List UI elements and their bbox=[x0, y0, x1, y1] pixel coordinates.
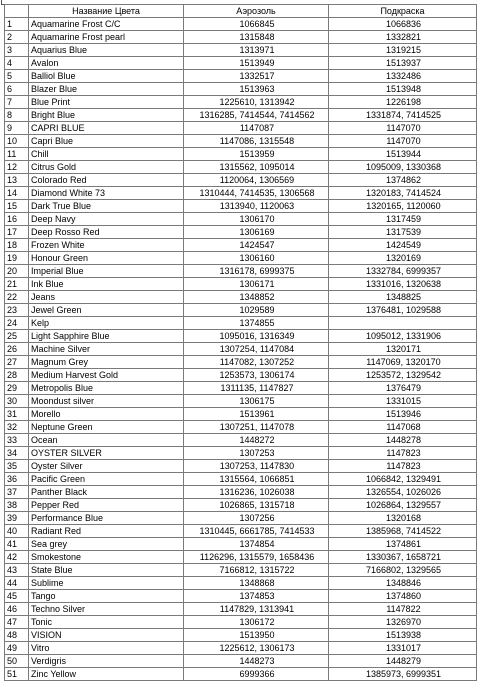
table-row bbox=[5, 408, 477, 421]
table-row bbox=[5, 538, 477, 551]
aerosol-code-cell: 1147087 bbox=[184, 122, 329, 135]
primer-code-cell: 1066836 bbox=[329, 18, 477, 31]
aerosol-code-cell: 1066845 bbox=[184, 18, 329, 31]
color-name-cell: Zinc Yellow bbox=[29, 668, 184, 681]
table-row bbox=[5, 304, 477, 317]
table-row bbox=[5, 278, 477, 291]
color-name-cell: Techno Silver bbox=[29, 603, 184, 616]
primer-code-cell: 1376481, 1029588 bbox=[329, 304, 477, 317]
table-row bbox=[5, 70, 477, 83]
table-header-row bbox=[5, 5, 477, 18]
row-number: 51 bbox=[5, 668, 29, 681]
row-number: 6 bbox=[5, 83, 29, 96]
primer-code-cell: 1385968, 7414522 bbox=[329, 525, 477, 538]
aerosol-code-cell: 1315848 bbox=[184, 31, 329, 44]
row-number: 19 bbox=[5, 252, 29, 265]
row-number: 46 bbox=[5, 603, 29, 616]
color-name-cell: Chill bbox=[29, 148, 184, 161]
table-row bbox=[5, 590, 477, 603]
color-name-cell: Neptune Green bbox=[29, 421, 184, 434]
aerosol-code-cell: 1316285, 7414544, 7414562 bbox=[184, 109, 329, 122]
aerosol-code-cell: 1306169 bbox=[184, 226, 329, 239]
row-number: 4 bbox=[5, 57, 29, 70]
primer-code-cell: 1385973, 6999351 bbox=[329, 668, 477, 681]
color-name-cell: Ink Blue bbox=[29, 278, 184, 291]
table-row bbox=[5, 83, 477, 96]
header-number bbox=[5, 5, 29, 18]
table-row bbox=[5, 512, 477, 525]
header-primer: Подкраска bbox=[329, 5, 477, 18]
table-row bbox=[5, 655, 477, 668]
row-number: 40 bbox=[5, 525, 29, 538]
color-name-cell: Aquarius Blue bbox=[29, 44, 184, 57]
primer-code-cell: 1319215 bbox=[329, 44, 477, 57]
color-name-cell: State Blue bbox=[29, 564, 184, 577]
row-number: 16 bbox=[5, 213, 29, 226]
primer-code-cell: 1513946 bbox=[329, 408, 477, 421]
color-name-cell: Oyster Silver bbox=[29, 460, 184, 473]
table-row bbox=[5, 525, 477, 538]
row-number: 29 bbox=[5, 382, 29, 395]
aerosol-code-cell: 1253573, 1306174 bbox=[184, 369, 329, 382]
primer-code-cell: 1448279 bbox=[329, 655, 477, 668]
primer-code-cell: 1448278 bbox=[329, 434, 477, 447]
table-row bbox=[5, 395, 477, 408]
row-number: 44 bbox=[5, 577, 29, 590]
table-row bbox=[5, 603, 477, 616]
aerosol-code-cell: 1348852 bbox=[184, 291, 329, 304]
primer-code-cell: 1374861 bbox=[329, 538, 477, 551]
color-name-cell: Pacific Green bbox=[29, 473, 184, 486]
aerosol-code-cell: 1313971 bbox=[184, 44, 329, 57]
row-number: 25 bbox=[5, 330, 29, 343]
color-name-cell: Sea grey bbox=[29, 538, 184, 551]
primer-code-cell: 1330367, 1658721 bbox=[329, 551, 477, 564]
table-row bbox=[5, 499, 477, 512]
table-row bbox=[5, 421, 477, 434]
table-row bbox=[5, 564, 477, 577]
table-row bbox=[5, 31, 477, 44]
primer-code-cell: 1320183, 7414524 bbox=[329, 187, 477, 200]
table-row bbox=[5, 473, 477, 486]
table-body bbox=[5, 18, 477, 681]
table-row bbox=[5, 122, 477, 135]
row-number: 5 bbox=[5, 70, 29, 83]
color-name-cell: Ocean bbox=[29, 434, 184, 447]
color-name-cell: Colorado Red bbox=[29, 174, 184, 187]
row-number: 41 bbox=[5, 538, 29, 551]
aerosol-code-cell: 1332517 bbox=[184, 70, 329, 83]
row-number: 43 bbox=[5, 564, 29, 577]
table-row bbox=[5, 460, 477, 473]
primer-code-cell: 1424549 bbox=[329, 239, 477, 252]
table-row bbox=[5, 382, 477, 395]
row-number: 20 bbox=[5, 265, 29, 278]
row-number: 30 bbox=[5, 395, 29, 408]
row-number: 8 bbox=[5, 109, 29, 122]
row-number: 9 bbox=[5, 122, 29, 135]
table-row bbox=[5, 161, 477, 174]
aerosol-code-cell: 1513950 bbox=[184, 629, 329, 642]
aerosol-code-cell: 1513959 bbox=[184, 148, 329, 161]
color-name-cell: Kelp bbox=[29, 317, 184, 330]
primer-code-cell: 1332784, 6999357 bbox=[329, 265, 477, 278]
primer-code-cell: 1374860 bbox=[329, 590, 477, 603]
table-row bbox=[5, 486, 477, 499]
primer-code-cell: 1513944 bbox=[329, 148, 477, 161]
aerosol-code-cell: 1225612, 1306173 bbox=[184, 642, 329, 655]
table-row bbox=[5, 629, 477, 642]
primer-code-cell: 1326554, 1026026 bbox=[329, 486, 477, 499]
color-name-cell: Diamond White 73 bbox=[29, 187, 184, 200]
primer-code-cell: 1374862 bbox=[329, 174, 477, 187]
primer-code-cell: 1320165, 1120060 bbox=[329, 200, 477, 213]
aerosol-code-cell: 1120064, 1306569 bbox=[184, 174, 329, 187]
primer-code-cell: 1095012, 1331906 bbox=[329, 330, 477, 343]
row-number: 47 bbox=[5, 616, 29, 629]
primer-code-cell: 1331017 bbox=[329, 642, 477, 655]
row-number: 18 bbox=[5, 239, 29, 252]
color-name-cell: Blazer Blue bbox=[29, 83, 184, 96]
table-row bbox=[5, 252, 477, 265]
table-row bbox=[5, 330, 477, 343]
row-number: 36 bbox=[5, 473, 29, 486]
color-name-cell: Aquamarine Frost C/C bbox=[29, 18, 184, 31]
row-number: 21 bbox=[5, 278, 29, 291]
color-name-cell: OYSTER SILVER bbox=[29, 447, 184, 460]
aerosol-code-cell: 1307251, 1147078 bbox=[184, 421, 329, 434]
color-name-cell: Imperial Blue bbox=[29, 265, 184, 278]
aerosol-code-cell: 1374854 bbox=[184, 538, 329, 551]
row-number: 15 bbox=[5, 200, 29, 213]
color-name-cell: Jeans bbox=[29, 291, 184, 304]
table-row bbox=[5, 44, 477, 57]
primer-code-cell: 1348846 bbox=[329, 577, 477, 590]
row-number: 50 bbox=[5, 655, 29, 668]
primer-code-cell: 1320169 bbox=[329, 252, 477, 265]
table-row bbox=[5, 265, 477, 278]
aerosol-code-cell: 1374853 bbox=[184, 590, 329, 603]
color-name-cell: Capri Blue bbox=[29, 135, 184, 148]
row-number: 11 bbox=[5, 148, 29, 161]
row-number: 49 bbox=[5, 642, 29, 655]
color-name-cell: Moondust silver bbox=[29, 395, 184, 408]
aerosol-code-cell: 1225610, 1313942 bbox=[184, 96, 329, 109]
primer-code-cell: 1513948 bbox=[329, 83, 477, 96]
primer-code-cell: 1066842, 1329491 bbox=[329, 473, 477, 486]
table-row bbox=[5, 577, 477, 590]
row-number: 34 bbox=[5, 447, 29, 460]
aerosol-code-cell: 1307254, 1147084 bbox=[184, 343, 329, 356]
row-number: 17 bbox=[5, 226, 29, 239]
row-number: 7 bbox=[5, 96, 29, 109]
aerosol-code-cell: 1147082, 1307252 bbox=[184, 356, 329, 369]
aerosol-code-cell: 1095016, 1316349 bbox=[184, 330, 329, 343]
color-name-cell: Medium Harvest Gold bbox=[29, 369, 184, 382]
table-row bbox=[5, 18, 477, 31]
primer-code-cell: 1331015 bbox=[329, 395, 477, 408]
table-row bbox=[5, 642, 477, 655]
table-row bbox=[5, 291, 477, 304]
color-name-cell: Panther Black bbox=[29, 486, 184, 499]
color-name-cell: Light Sapphire Blue bbox=[29, 330, 184, 343]
row-number: 2 bbox=[5, 31, 29, 44]
primer-code-cell: 1332486 bbox=[329, 70, 477, 83]
table-row bbox=[5, 668, 477, 681]
row-number: 32 bbox=[5, 421, 29, 434]
table-row bbox=[5, 148, 477, 161]
row-number: 35 bbox=[5, 460, 29, 473]
color-name-cell: Verdigris bbox=[29, 655, 184, 668]
aerosol-code-cell: 1306171 bbox=[184, 278, 329, 291]
row-number: 12 bbox=[5, 161, 29, 174]
color-name-cell: Blue Print bbox=[29, 96, 184, 109]
table-row bbox=[5, 616, 477, 629]
primer-code-cell: 1147068 bbox=[329, 421, 477, 434]
aerosol-code-cell: 1147829, 1313941 bbox=[184, 603, 329, 616]
table-row bbox=[5, 317, 477, 330]
table-row bbox=[5, 57, 477, 70]
table-row bbox=[5, 187, 477, 200]
table-row bbox=[5, 213, 477, 226]
primer-code-cell: 1317539 bbox=[329, 226, 477, 239]
table-row bbox=[5, 239, 477, 252]
table-row bbox=[5, 226, 477, 239]
primer-code-cell: 1331016, 1320638 bbox=[329, 278, 477, 291]
color-name-cell: Frozen White bbox=[29, 239, 184, 252]
color-name-cell: Aquamarine Frost pearl bbox=[29, 31, 184, 44]
primer-code-cell: 1147822 bbox=[329, 603, 477, 616]
aerosol-code-cell: 1306172 bbox=[184, 616, 329, 629]
color-name-cell: Magnum Grey bbox=[29, 356, 184, 369]
table-row bbox=[5, 96, 477, 109]
aerosol-code-cell: 1513949 bbox=[184, 57, 329, 70]
primer-code-cell: 1147823 bbox=[329, 460, 477, 473]
table-row bbox=[5, 343, 477, 356]
aerosol-code-cell: 1313940, 1120063 bbox=[184, 200, 329, 213]
table-row bbox=[5, 551, 477, 564]
row-number: 37 bbox=[5, 486, 29, 499]
primer-code-cell: 1513937 bbox=[329, 57, 477, 70]
color-name-cell: Machine Silver bbox=[29, 343, 184, 356]
aerosol-code-cell: 1307253, 1147830 bbox=[184, 460, 329, 473]
aerosol-code-cell: 1316236, 1026038 bbox=[184, 486, 329, 499]
aerosol-code-cell: 1306175 bbox=[184, 395, 329, 408]
aerosol-code-cell: 1348868 bbox=[184, 577, 329, 590]
aerosol-code-cell: 1026865, 1315718 bbox=[184, 499, 329, 512]
primer-code-cell: 1147823 bbox=[329, 447, 477, 460]
color-name-cell: Avalon bbox=[29, 57, 184, 70]
primer-code-cell: 1376479 bbox=[329, 382, 477, 395]
aerosol-code-cell: 1310444, 7414535, 1306568 bbox=[184, 187, 329, 200]
aerosol-code-cell: 1374855 bbox=[184, 317, 329, 330]
row-number: 23 bbox=[5, 304, 29, 317]
aerosol-code-cell: 1126296, 1315579, 1658436 bbox=[184, 551, 329, 564]
table-row bbox=[5, 434, 477, 447]
row-number: 13 bbox=[5, 174, 29, 187]
aerosol-code-cell: 1306160 bbox=[184, 252, 329, 265]
row-number: 48 bbox=[5, 629, 29, 642]
table-row bbox=[5, 109, 477, 122]
primer-code-cell: 1317459 bbox=[329, 213, 477, 226]
color-name-cell: Balliol Blue bbox=[29, 70, 184, 83]
primer-code-cell: 1348825 bbox=[329, 291, 477, 304]
primer-code-cell: 1095009, 1330368 bbox=[329, 161, 477, 174]
color-name-cell: Radiant Red bbox=[29, 525, 184, 538]
row-number: 33 bbox=[5, 434, 29, 447]
color-name-cell: Smokestone bbox=[29, 551, 184, 564]
primer-code-cell: 1226198 bbox=[329, 96, 477, 109]
primer-code-cell: 1320171 bbox=[329, 343, 477, 356]
table-row bbox=[5, 135, 477, 148]
primer-code-cell: 7166802, 1329565 bbox=[329, 564, 477, 577]
color-name-cell: Performance Blue bbox=[29, 512, 184, 525]
row-number: 26 bbox=[5, 343, 29, 356]
color-name-cell: CAPRI BLUE bbox=[29, 122, 184, 135]
aerosol-code-cell: 1307256 bbox=[184, 512, 329, 525]
row-number: 22 bbox=[5, 291, 29, 304]
primer-code-cell: 1253572, 1329542 bbox=[329, 369, 477, 382]
color-codes-table bbox=[4, 4, 477, 681]
color-name-cell: Metropolis Blue bbox=[29, 382, 184, 395]
row-number: 39 bbox=[5, 512, 29, 525]
primer-code-cell: 1332821 bbox=[329, 31, 477, 44]
table-row bbox=[5, 200, 477, 213]
primer-code-cell: 1147070 bbox=[329, 122, 477, 135]
aerosol-code-cell: 1448272 bbox=[184, 434, 329, 447]
header-aerosol: Аэрозоль bbox=[184, 5, 329, 18]
color-name-cell: Jewel Green bbox=[29, 304, 184, 317]
color-name-cell: Vitro bbox=[29, 642, 184, 655]
aerosol-code-cell: 1310445, 6661785, 7414533 bbox=[184, 525, 329, 538]
row-number: 42 bbox=[5, 551, 29, 564]
color-name-cell: VISION bbox=[29, 629, 184, 642]
aerosol-code-cell: 1306170 bbox=[184, 213, 329, 226]
row-number: 45 bbox=[5, 590, 29, 603]
row-number: 27 bbox=[5, 356, 29, 369]
row-number: 10 bbox=[5, 135, 29, 148]
row-number: 31 bbox=[5, 408, 29, 421]
color-name-cell: Tango bbox=[29, 590, 184, 603]
color-name-cell: Deep Rosso Red bbox=[29, 226, 184, 239]
color-name-cell: Morello bbox=[29, 408, 184, 421]
color-name-cell: Bright Blue bbox=[29, 109, 184, 122]
color-name-cell: Pepper Red bbox=[29, 499, 184, 512]
aerosol-code-cell: 1315564, 1066851 bbox=[184, 473, 329, 486]
primer-code-cell: 1320168 bbox=[329, 512, 477, 525]
aerosol-code-cell: 7166812, 1315722 bbox=[184, 564, 329, 577]
aerosol-code-cell: 1513963 bbox=[184, 83, 329, 96]
primer-code-cell bbox=[329, 317, 477, 330]
aerosol-code-cell: 1424547 bbox=[184, 239, 329, 252]
row-number: 38 bbox=[5, 499, 29, 512]
primer-code-cell: 1326970 bbox=[329, 616, 477, 629]
color-name-cell: Tonic bbox=[29, 616, 184, 629]
primer-code-cell: 1147070 bbox=[329, 135, 477, 148]
color-name-cell: Deep Navy bbox=[29, 213, 184, 226]
primer-code-cell: 1026864, 1329557 bbox=[329, 499, 477, 512]
header-color-name: Название Цвета bbox=[29, 5, 184, 18]
aerosol-code-cell: 1315562, 1095014 bbox=[184, 161, 329, 174]
table-row bbox=[5, 356, 477, 369]
color-name-cell: Honour Green bbox=[29, 252, 184, 265]
aerosol-code-cell: 1029589 bbox=[184, 304, 329, 317]
color-name-cell: Dark True Blue bbox=[29, 200, 184, 213]
aerosol-code-cell: 1448273 bbox=[184, 655, 329, 668]
row-number: 3 bbox=[5, 44, 29, 57]
table-row bbox=[5, 369, 477, 382]
aerosol-code-cell: 1311135, 1147827 bbox=[184, 382, 329, 395]
primer-code-cell: 1331874, 7414525 bbox=[329, 109, 477, 122]
row-number: 24 bbox=[5, 317, 29, 330]
aerosol-code-cell: 6999366 bbox=[184, 668, 329, 681]
color-name-cell: Sublime bbox=[29, 577, 184, 590]
row-number: 1 bbox=[5, 18, 29, 31]
primer-code-cell: 1147069, 1320170 bbox=[329, 356, 477, 369]
row-number: 28 bbox=[5, 369, 29, 382]
row-number: 14 bbox=[5, 187, 29, 200]
table-row bbox=[5, 447, 477, 460]
table-row bbox=[5, 174, 477, 187]
aerosol-code-cell: 1147086, 1315548 bbox=[184, 135, 329, 148]
aerosol-code-cell: 1307253 bbox=[184, 447, 329, 460]
aerosol-code-cell: 1513961 bbox=[184, 408, 329, 421]
color-name-cell: Citrus Gold bbox=[29, 161, 184, 174]
aerosol-code-cell: 1316178, 6999375 bbox=[184, 265, 329, 278]
primer-code-cell: 1513938 bbox=[329, 629, 477, 642]
